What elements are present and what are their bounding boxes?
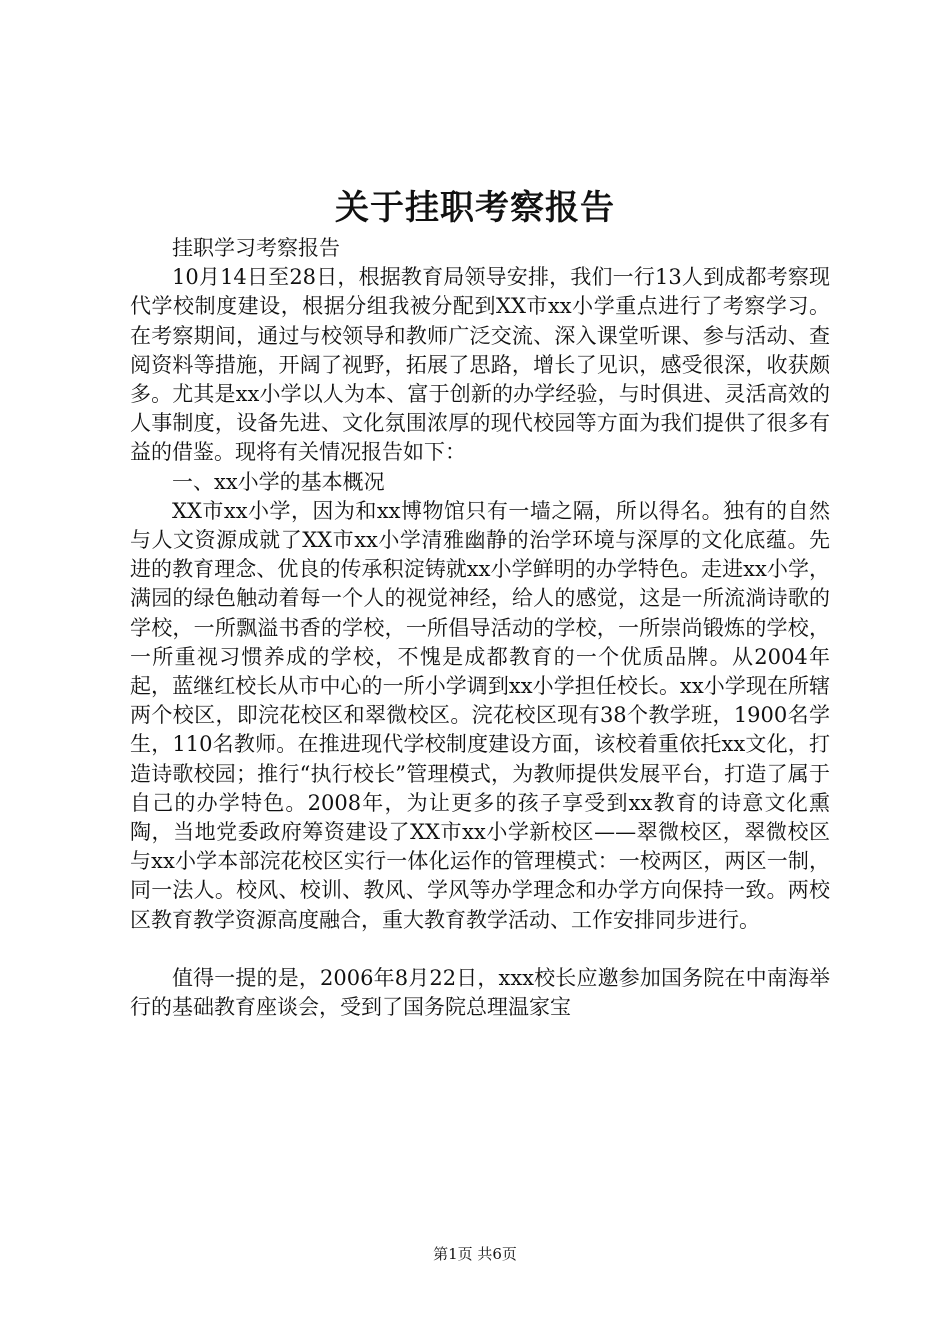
paragraph-subtitle: 挂职学习考察报告 [172,236,340,260]
document-title: 关于挂职考察报告 [335,188,615,228]
section-heading: 一、xx小学的基本概况 [172,469,385,494]
paragraph-notable: 值得一提的是，2006年8月22日，xxx校长应邀参加国务院在中南海举行的基础教育座谈会，受到了国务院总理温家宝 [130,965,830,1020]
paragraph-intro: 10月14日至28日，根据教育局领导安排，我们一行13人到成都考察现代学校制度建设，根据分组我被分配到XX市xx小学重点进行了考察学习。在考察期间，通过与校领导和教师广泛交流、深入课堂听课、参与活动、查阅资料等措施，开阔了视野，拓展了思路，增长了见识，感受很深，收获颇多。尤其是xx小学以人为本、富于创新的办学经验，与时俱进、灵活高效的人事制度，设备先进、文化氛围浓厚的现代校园等方面为我们提供了很多有益的借鉴。现将有关情况报告如下： [130,265,830,465]
document-body [130,234,830,1022]
page-footer: 第1页 共6页 [433,1245,517,1263]
paragraph-overview: XX市xx小学，因为和xx博物馆只有一墙之隔，所以得名。独有的自然与人文资源成就了XX市xx小学清雅幽静的治学环境与深厚的文化底蕴。先进的教育理念、优良的传承积淀铸就xx小学鲜明的办学特色。走进xx小学，满园的绿色触动着每一个人的视觉神经，给人的感觉，这是一所流淌诗歌的学校，一所飘溢书香的学校，一所倡导活动的学校，一所崇尚锻炼的学校，一所重视习惯养成的学校，不愧是成都教育的一个优质品牌。从2004年起，蓝继红校长从市中心的一所小学调到xx小学担任校长。xx小学现在所辖两个校区，即浣花校区和翠微校区。浣花校区现有38个教学班，1900名学生，110名教师。在推进现代学校制度建设方面，该校着重依托xx文化，打造诗歌校园；推行“执行校长”管理模式，为教师提供发展平台，打造了属于自己的办学特色。2008年，为让更多的孩子享受到xx教育的诗意文化熏陶，当地党委政府筹资建设了XX市xx小学新校区——翠微校区，翠微校区与xx小学本部浣花校区实行一体化运作的管理模式：一校两区，两区一制，同一法人。校风、校训、教风、学风等办学理念和办学方向保持一致。两校区教育教学资源高度融合，重大教育教学活动、工作安排同步进行。 [130,498,830,932]
